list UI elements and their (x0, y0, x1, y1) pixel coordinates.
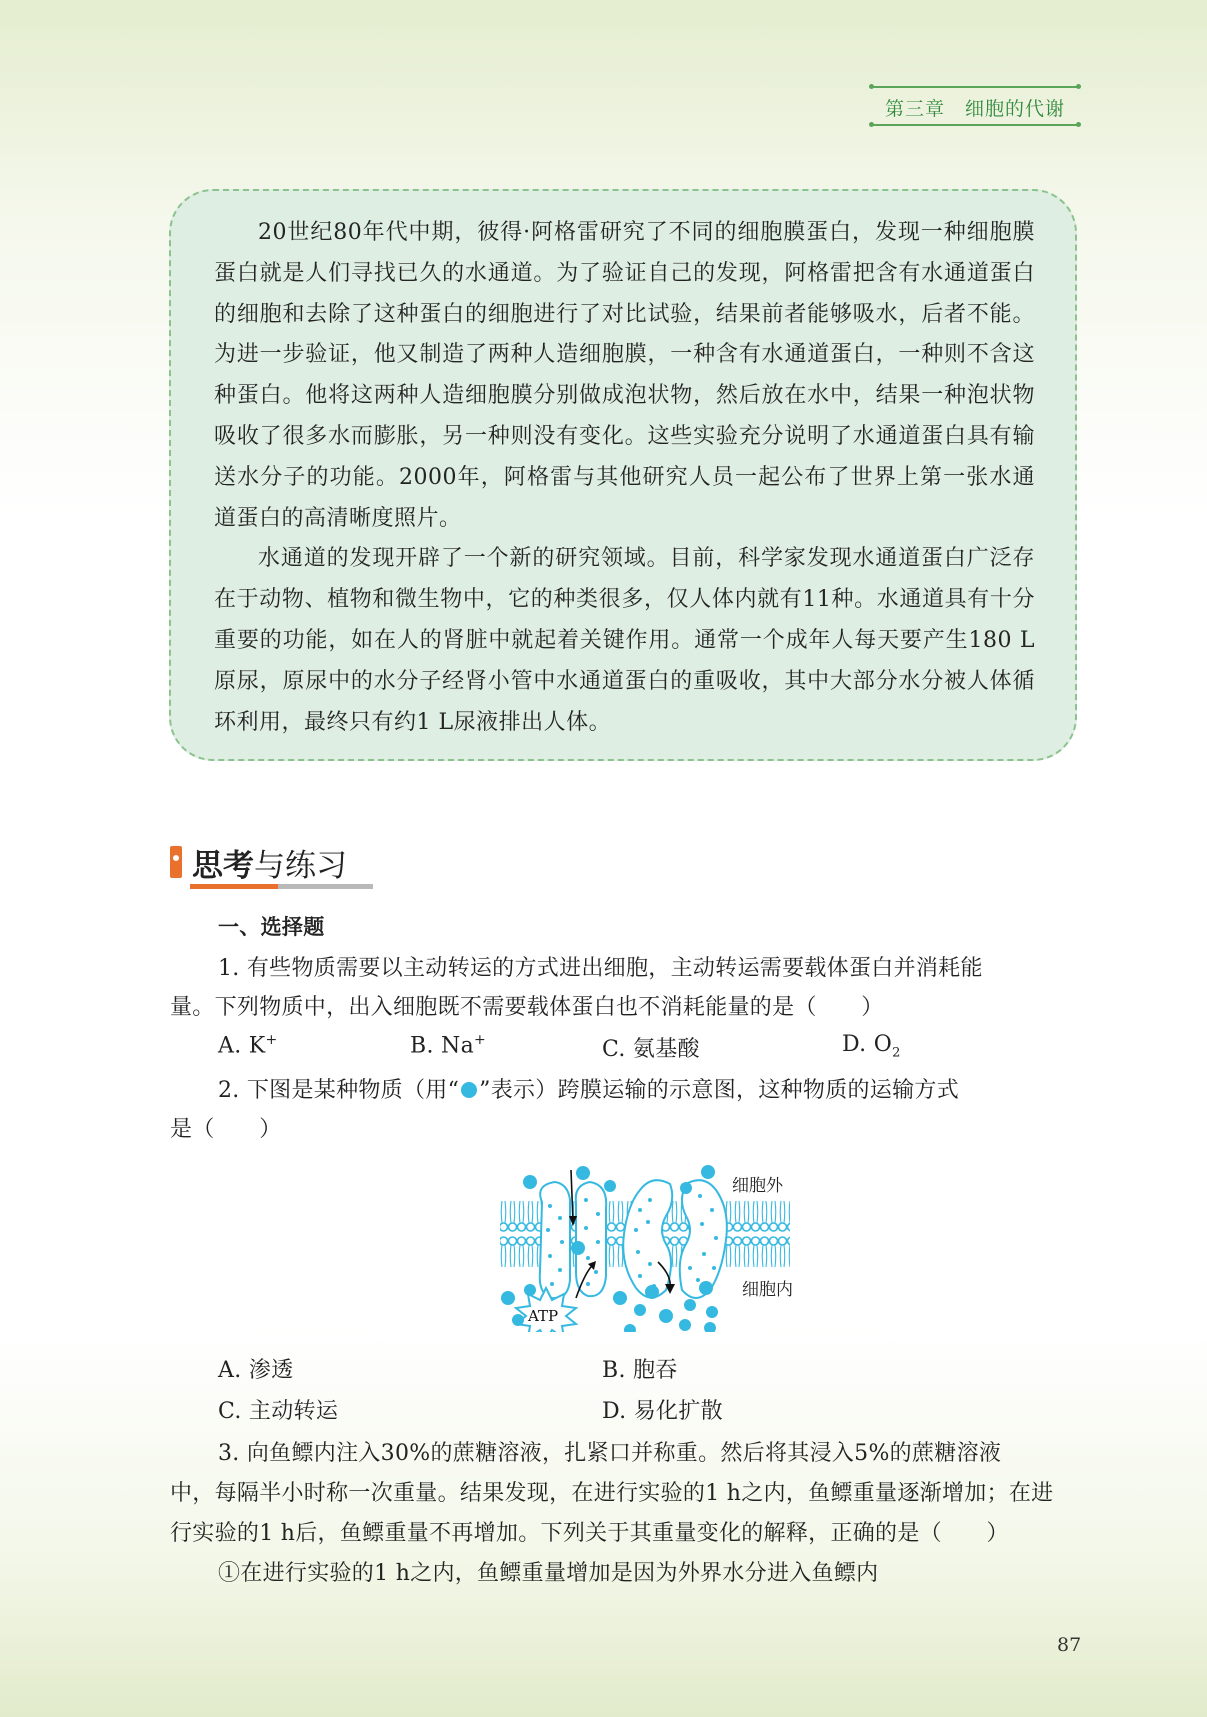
q1-option-b-sup: + (474, 1032, 487, 1048)
reading-box (169, 189, 1077, 761)
q1-line1: 1. 有些物质需要以主动转运的方式进出细胞，主动转运需要载体蛋白并消耗能 (218, 956, 983, 981)
inside-label: 细胞内 (742, 1280, 793, 1300)
q3-item1: ①在进行实验的1 h之内，鱼鳔重量增加是因为外界水分进入鱼鳔内 (218, 1561, 879, 1586)
membrane-diagram-svg (490, 1160, 830, 1332)
q2-option-c: C. 主动转运 (218, 1399, 339, 1424)
molecule-dot-icon (461, 1082, 477, 1098)
q3-line1: 3. 向鱼鳔内注入30%的蔗糖溶液，扎紧口并称重。然后将其浸入5%的蔗糖溶液 (218, 1441, 1002, 1466)
chapter-header (872, 86, 1078, 126)
q3-line2: 中，每隔半小时称一次重量。结果发现，在进行实验的1 h之内，鱼鳔重量逐渐增加；在进 (170, 1481, 1054, 1506)
q1-option-a-text: A. K (218, 1033, 266, 1059)
header-rule-top (872, 86, 1078, 88)
section-title-text (192, 840, 347, 885)
q2-option-d: D. 易化扩散 (602, 1399, 723, 1424)
section-underline-gray (278, 884, 373, 889)
outside-label: 细胞外 (732, 1176, 783, 1196)
page-number: 87 (1057, 1634, 1082, 1656)
atp-label: ATP (528, 1307, 559, 1325)
reading-paragraph-2: 水通道的发现开辟了一个新的研究领域。目前，科学家发现水通道蛋白广泛存在于动物、植物和微生物中，它的种类很多，仅人体内就有11种。水通道具有十分重要的功能，如在人的肾脏中就起着关键作用。通常一个成年人每天要产生180 L原尿，原尿中的水分子经肾小管中水通道蛋白的重吸收，其中大部分水分被人体循环利用，最终只有约1 L尿液排出人体。 (214, 546, 1035, 735)
q1-option-a (218, 1032, 278, 1058)
q2-option-b: B. 胞吞 (602, 1358, 678, 1383)
section-key-icon (170, 846, 182, 878)
q1-option-a-sup: + (265, 1032, 278, 1048)
q1-option-b-text: B. Na (410, 1033, 475, 1059)
q1-option-c: C. 氨基酸 (602, 1037, 700, 1062)
chapter-title: 第三章 细胞的代谢 (884, 98, 1065, 120)
q2-line1-a: 2. 下图是某种物质（用“ (218, 1078, 460, 1103)
exercise-heading: 一、选择题 (218, 915, 325, 939)
q2-line1 (218, 1073, 959, 1104)
section-title-bold: 思考 (192, 848, 254, 884)
q1-line2: 量。下列物质中，出入细胞既不需要载体蛋白也不消耗能量的是（ ） (170, 995, 884, 1020)
q1-option-d-sub: 2 (892, 1045, 901, 1061)
reading-paragraph-1: 20世纪80年代中期，彼得·阿格雷研究了不同的细胞膜蛋白，发现一种细胞膜蛋白就是人们寻找已久的水通道。为了验证自己的发现，阿格雷把含有水通道蛋白的细胞和去除了这种蛋白的细胞进行了对比试验，结果前者能够吸水，后者不能。为进一步验证，他又制造了两种人造细胞膜，一种含有水通道蛋白，一种则不含这种蛋白。他将这两种人造细胞膜分别做成泡状物，然后放在水中，结果一种泡状物吸收了很多水而膨胀，另一种则没有变化。这些实验充分说明了水通道蛋白具有输送水分子的功能。2000年，阿格雷与其他研究人员一起公布了世界上第一张水通道蛋白的高清晰度照片。 (214, 220, 1035, 531)
section-title-rest: 与练习 (254, 848, 347, 884)
q2-line2: 是（ ） (170, 1117, 282, 1142)
q1-option-d (842, 1032, 901, 1060)
q2-line1-b: ”表示）跨膜运输的示意图，这种物质的运输方式 (479, 1078, 959, 1103)
membrane-transport-diagram (490, 1160, 830, 1332)
q3-line3: 行实验的1 h后，鱼鳔重量不再增加。下列关于其重量变化的解释，正确的是（ ） (170, 1521, 1009, 1546)
header-rule-bottom (872, 124, 1078, 126)
q1-option-d-text: D. O (842, 1032, 893, 1057)
section-underline-orange (190, 884, 278, 889)
q2-option-a: A. 渗透 (218, 1358, 294, 1383)
q1-option-b (410, 1032, 486, 1058)
section-title (170, 836, 370, 888)
